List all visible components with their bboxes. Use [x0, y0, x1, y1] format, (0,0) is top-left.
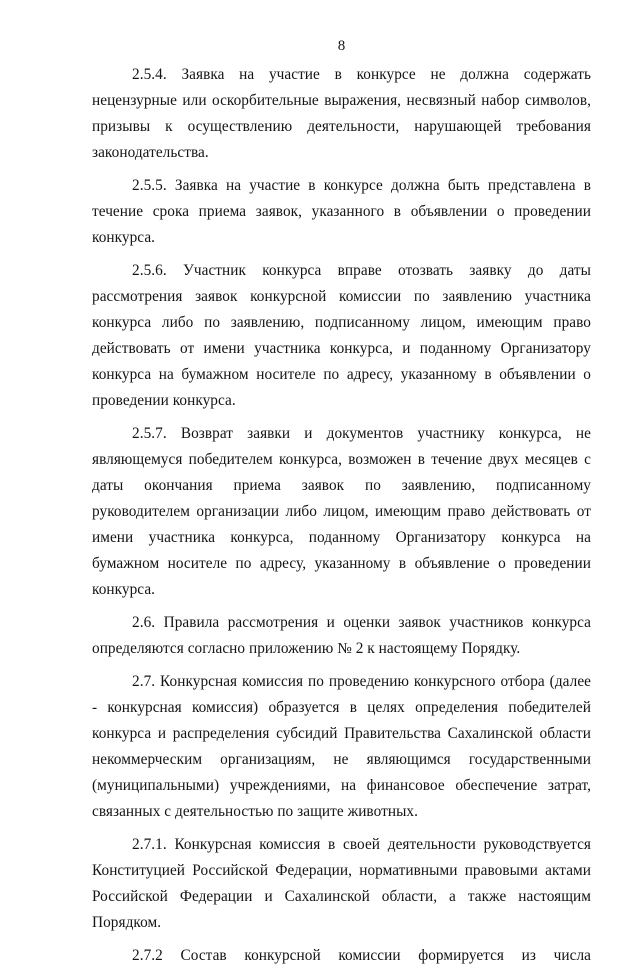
paragraph-2-7: 2.7. Конкурсная комиссия по проведению конкурсного отбора (далее - конкурсная комиссия) образуется в целях определения победителей конкурса и распределения субсидий Правительства Сахалинской области некоммерческим организациям, не являющимся государственными (муниципальными) учреждениями, на финансовое обеспечение затрат, связанных с деятельностью по защите животных.	[92, 673, 591, 820]
paragraph-2-7-1: 2.7.1. Конкурсная комиссия в своей деятельности руководствуется Конституцией Российской Федерации, нормативными правовыми актами Российской Федерации и Сахалинской области, а также настоящим Порядком.	[92, 836, 591, 931]
paragraph-2-6: 2.6. Правила рассмотрения и оценки заявок участников конкурса определяются согласно приложению № 2 к настоящему Порядку.	[92, 614, 591, 657]
page-number: 8	[337, 38, 346, 54]
paragraph-2-5-7: 2.5.7. Возврат заявки и документов участнику конкурса, не являющемуся победителем конкурса, возможен в течение двух месяцев с даты окончания приема заявок по заявлению, подписанному руководителем организации либо лицом, имеющим право действовать от имени участника конкурса, поданному Организатору конкурса на бумажном носителе по адресу, указанному в объявление о проведении конкурса.	[92, 425, 591, 598]
paragraph-2-5-5: 2.5.5. Заявка на участие в конкурсе должна быть представлена в течение срока приема заявок, указанного в объявлении о проведении конкурса.	[92, 177, 591, 246]
paragraph-2-5-4: 2.5.4. Заявка на участие в конкурсе не должна содержать нецензурные или оскорбительные выражения, несвязный набор символов, призывы к осуществлению деятельности, нарушающей требования законодательства.	[92, 66, 591, 161]
paragraph-2-7-2: 2.7.2 Состав конкурсной комиссии формируется из числа	[132, 947, 591, 964]
paragraph-2-5-6: 2.5.6. Участник конкурса вправе отозвать заявку до даты рассмотрения заявок конкурсной комиссии по заявлению участника конкурса либо по заявлению, подписанному лицом, имеющим право действовать от имени участника конкурса, и поданному Организатору конкурса на бумажном носителе по адресу, указанному в объявлении о проведении конкурса.	[92, 262, 591, 409]
